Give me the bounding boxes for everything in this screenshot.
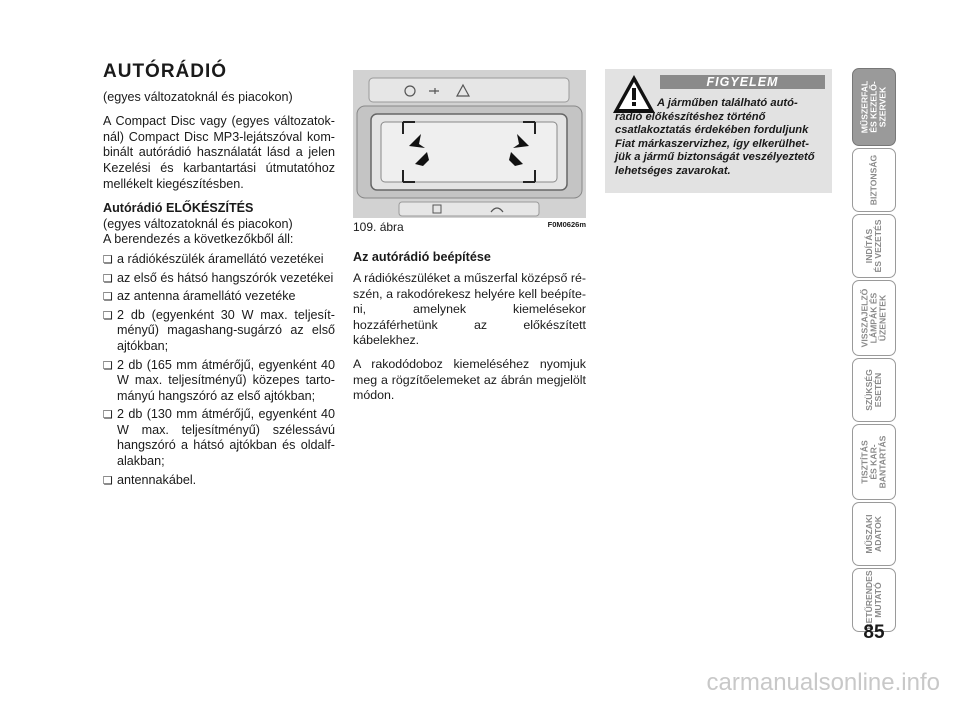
install-paragraph-2: A rakodódoboz kiemeléséhez nyomjuk meg a rögzítőelemeket az ábrán megjelölt módon. [353,357,586,403]
page-number: 85 [863,622,885,643]
left-column [103,61,335,491]
tab-muszerfal[interactable] [852,68,896,146]
list-item: ❏ a rádiókészülék áramellátó vezetékei [103,252,335,268]
tab-label: MŰSZERFAL ÉS KEZELŐ- SZERVEK [859,80,888,134]
page-title: AUTÓRÁDIÓ [103,61,228,82]
tab-biztonsag[interactable] [852,148,896,212]
install-heading: Az autórádió beépítése [353,250,491,264]
tab-label: TISZTÍTÁS ÉS KAR- BANTARTÁS [859,435,888,489]
middle-column [353,250,586,413]
prep-qualifier: (egyes változatoknál és piacokon) [103,216,293,231]
tab-label: VISSZAJELZŐ LÁMPÁK ÉS ÜZENETEK [859,288,888,348]
tab-visszajelzo[interactable] [852,280,896,356]
tab-tisztitas[interactable] [852,424,896,500]
dashboard-compartment-drawing [353,70,586,218]
tab-label: INDÍTÁS ÉS VEZETÉS [864,219,883,273]
warning-header: FIGYELEM [660,75,825,89]
list-item: ❏ az első és hátsó hangszórók vezetékei [103,271,335,287]
watermark: carmanualsonline.info [706,669,940,696]
tab-szukseg[interactable] [852,358,896,422]
tab-muszaki[interactable] [852,502,896,566]
tab-label: BETŰRENDES MUTATÓ [864,570,883,630]
list-item: ❏ az antenna áramellátó vezetéke [103,289,335,305]
component-list [103,252,335,488]
list-item: ❏ 2 db (165 mm átmérőjű, egyenként 40 W max. teljesítményű) közepes tarto-mányú hangszóró az első ajtókban; [103,358,335,405]
figure-label: 109. ábra [353,220,404,234]
warning-text: A járműben található autó-rádió előkészítéshez történő csatlakoztatás érdekében forduljunk Fiat márkaszervizhez, így elkerülhet-jük a jármű biztonságát veszélyeztető lehetséges zavarokat. [615,97,815,177]
warning-box [605,69,832,193]
title-qualifier: (egyes változatoknál és piacokon) [103,89,293,104]
install-paragraph-1: A rádiókészüléket a műszerfal középső ré-szén, a rakodórekesz helyére kell beépíte-ni, amelynek kiemelésekor hozzáférhetünk az előkészített kábelekhez. [353,271,586,348]
prep-heading: Autórádió ELŐKÉSZÍTÉS [103,201,254,216]
list-item: ❏ antennakábel. [103,473,335,489]
tab-inditas[interactable] [852,214,896,278]
intro-paragraph: A Compact Disc vagy (egyes változatok-nál) Compact Disc MP3-lejátszóval kom-binált autórádió használatát lásd a jelen Kezelési és karbantartási útmutatóhoz mellékelt kiegészítésben. [103,114,335,191]
figure-caption [353,220,586,234]
tab-label: SZÜKSÉG ESETÉN [864,369,883,411]
figure-code: F0M0626m [547,220,586,229]
prep-lead: A berendezés a következőkből áll: [103,232,294,247]
list-item: ❏ 2 db (egyenként 30 W max. teljesít-ményű) magashang-sugárzó az első ajtókban; [103,308,335,355]
figure-109-illustration [353,70,586,218]
tab-label: MŰSZAKI ADATOK [864,514,883,554]
list-item: ❏ 2 db (130 mm átmérőjű, egyenként 40 W max. teljesítményű) szélessávú hangszóró a hátsó ajtókban és oldalf-alakban; [103,407,335,469]
tab-label: BIZTONSÁG [868,154,879,206]
